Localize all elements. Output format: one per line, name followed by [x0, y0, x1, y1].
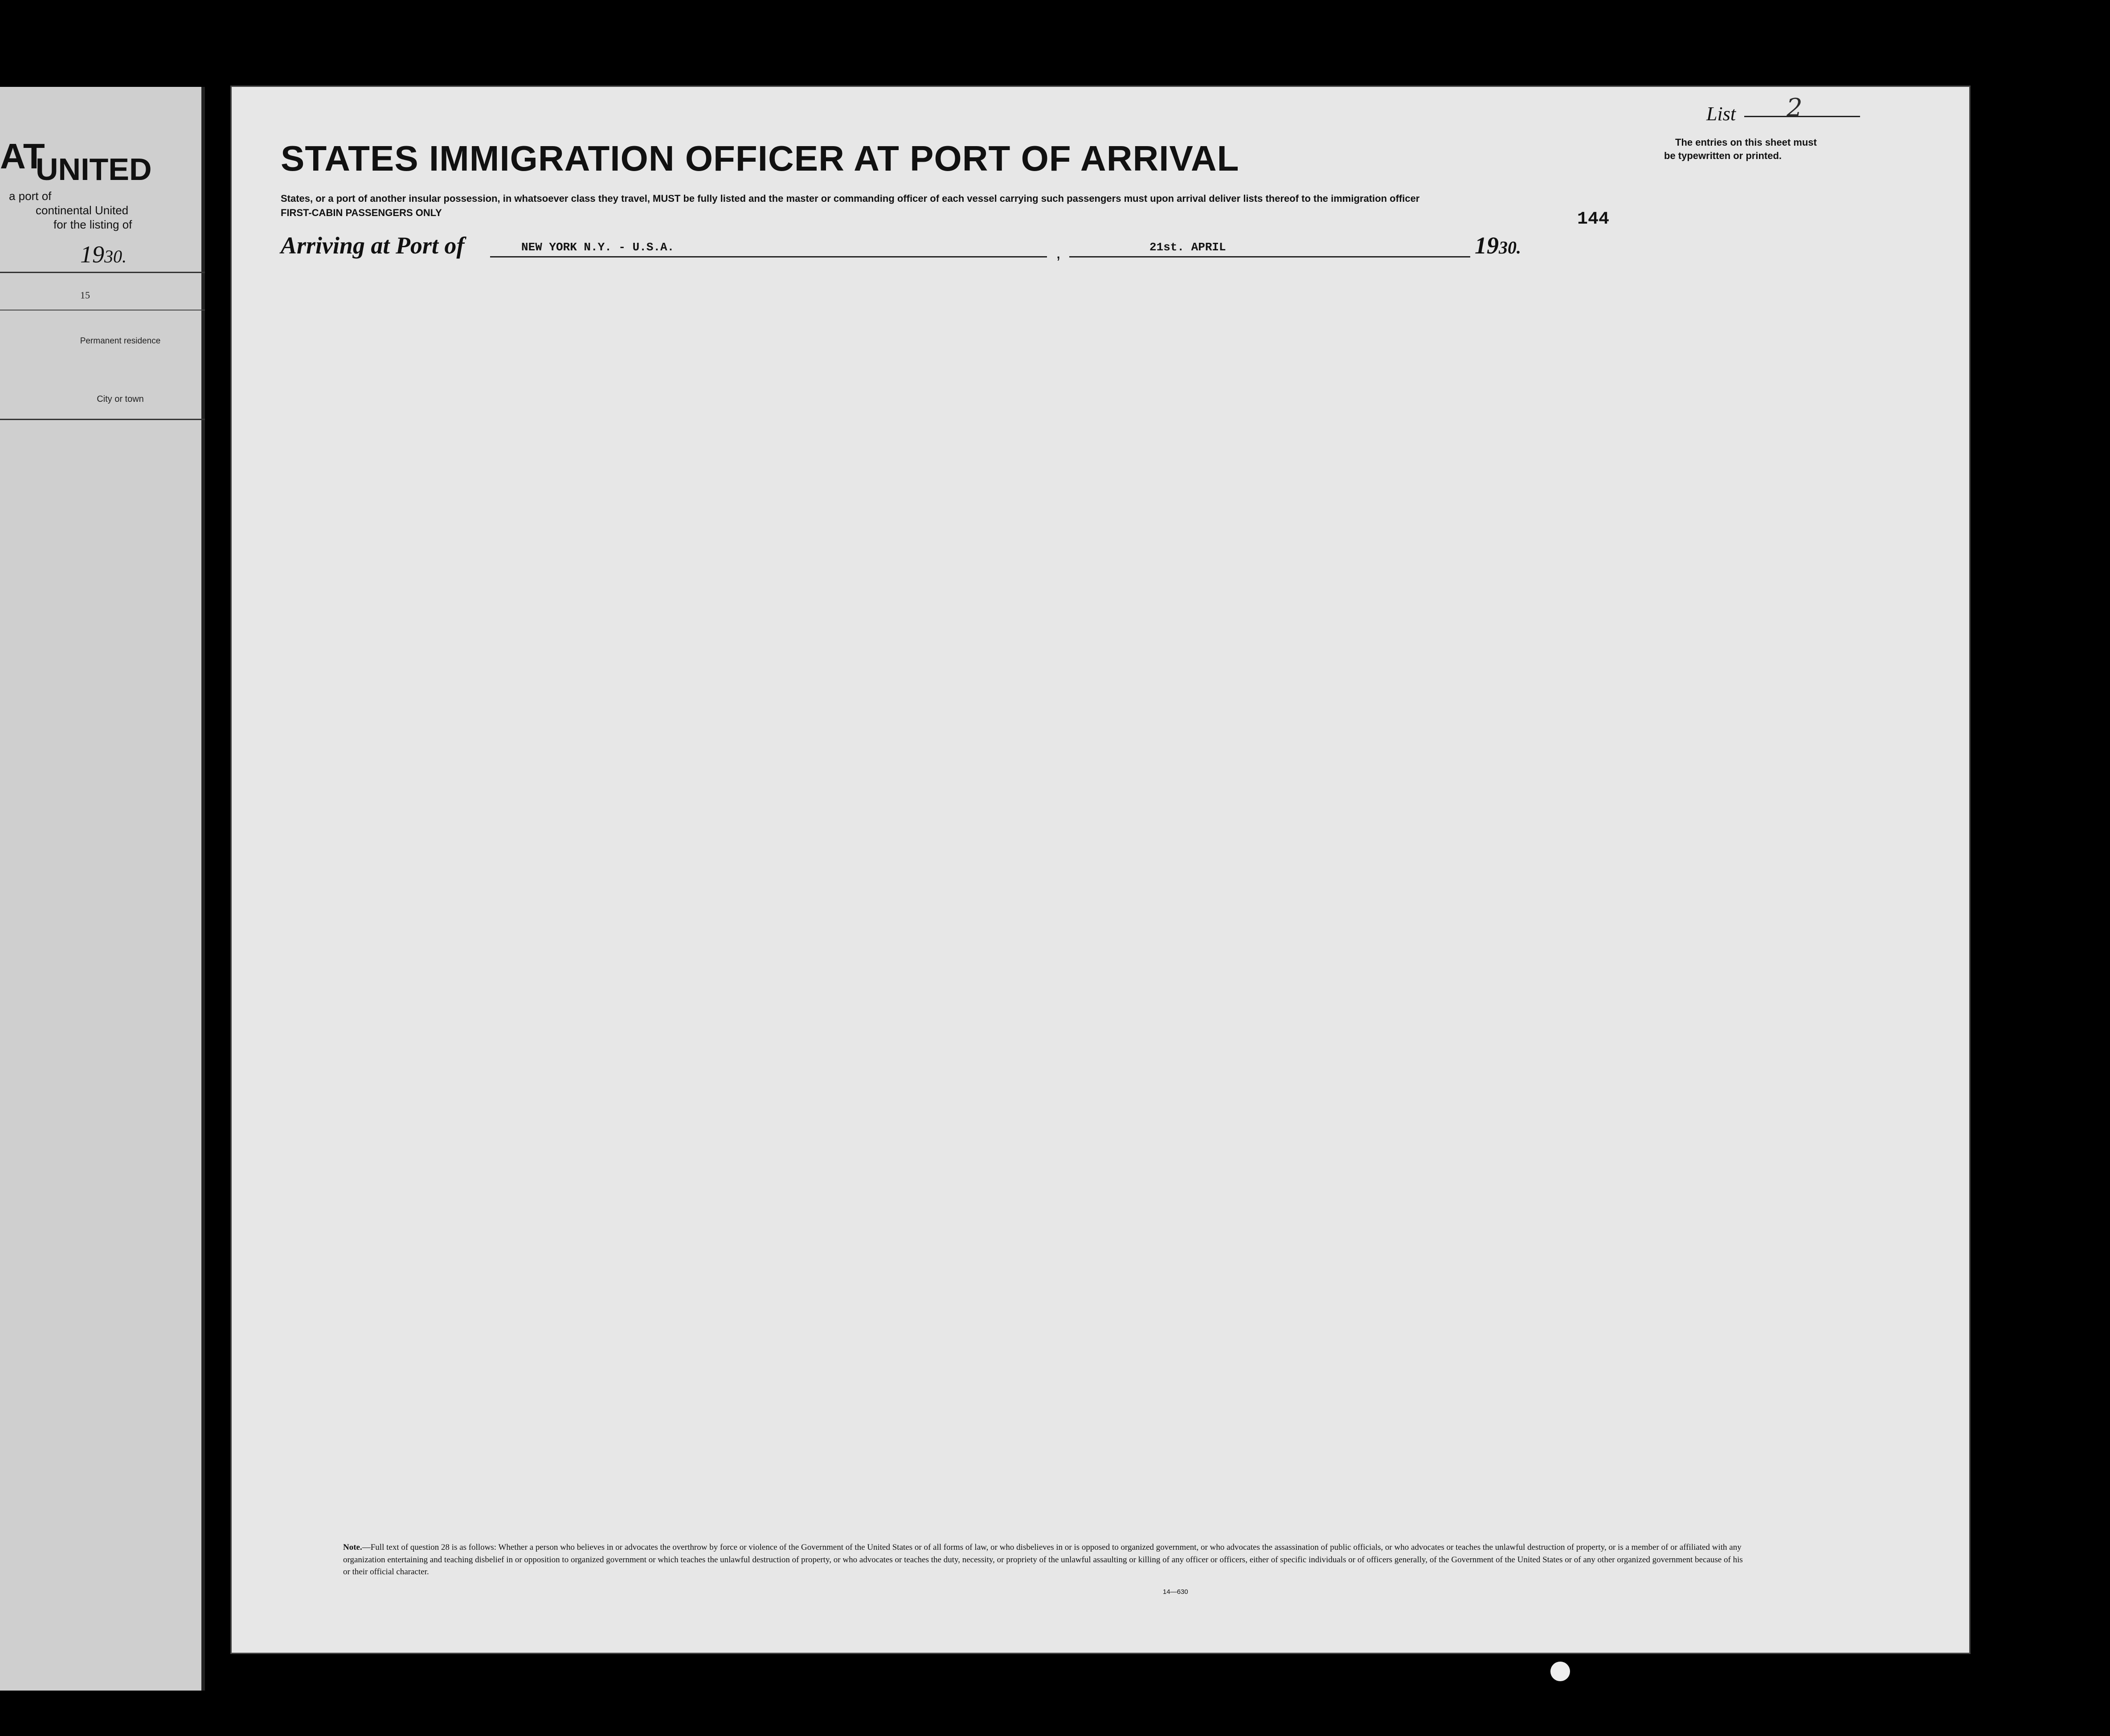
left-year: 1930.: [80, 241, 127, 268]
scan-dot: [1550, 1662, 1570, 1681]
cabin-class: FIRST-CABIN PASSENGERS ONLY: [281, 207, 442, 218]
left-line-2: continental United: [36, 204, 129, 217]
entries-note-2: be typewritten or printed.: [1664, 150, 1782, 161]
previous-page-fragment: [0, 87, 205, 1691]
arriving-label: Arriving at Port of: [281, 232, 465, 259]
form-number: 14—630: [1163, 1588, 1188, 1596]
question-28-note: Note.—Full text of question 28 is as follows: Whether a person who believes in or advocates the overthrow by force or violence of the Government of the United States or of all forms of law, or who disbelieves in or is opposed to organized government, or who advocates the assassination of public officials, or who advocates or teaches the unlawful destruction of property, or is a member of or affiliated with any organization entertaining and teaching disbelief in or opposition to organized government or which teaches the unlawful destruction of property, or who advocates or teaches the duty, necessity, or propriety of the unlawful assaulting or killing of any officer or officers, either of specific individuals or of officers generally, of the Government of the United States or of any other organized government because of his or their official character.: [343, 1543, 1743, 1577]
left-line-3: for the listing of: [53, 218, 132, 231]
left-title-united: UNITED: [36, 152, 152, 187]
date-value: 21st. APRIL: [1149, 241, 1226, 254]
left-city-header: City or town: [97, 394, 144, 404]
left-column-number: 15: [80, 290, 90, 301]
port-value: NEW YORK N.Y. - U.S.A.: [521, 241, 675, 254]
left-title-fragment: AT: [0, 136, 45, 176]
table-grid: [232, 87, 1969, 1653]
year-label: 1930.: [1475, 232, 1521, 259]
list-label: List: [1706, 103, 1736, 125]
manifest-sheet: List 2 The entries on this sheet must be typewritten or printed. STATES IMMIGRATION OFFICER AT PORT OF ARRIVAL States, or a port of another insular possession, in whatsoever class they travel, MUST be fully listed and the master or commanding officer of each vessel carrying such passengers must upon arrival deliver lists thereof to the immigration officer FIRST-CABIN PASSENGERS ONLY 144 Arriving at Port of NEW YORK N.Y. - U.S.A. , 21st. APRIL 1930. Note.—Full text of question 28 is as follows: Whether a person who believes in or advocates the overthrow by force or violence of the Government of the United States or of all forms of law, or who disbelieves in or is opposed to organized government, or who advocates the assassination of public officials, or who advocates or teaches the unlawful destruction of property, or is a member of or affiliated with any organization entertaining and teaching disbelief in or opposition to organized government or which teaches the unlawful destruction of property, or who advocates or teaches the duty, necessity, or propriety of the unlawful assaulting or killing of any officer or officers, either of specific individuals or of officers generally, of the Government of the United States or of any other organized government because of his or their official character. 14—630: [232, 87, 1969, 1653]
entries-note-1: The entries on this sheet must: [1675, 137, 1817, 148]
left-line-1: a port of: [9, 189, 52, 203]
list-number: 2: [1787, 94, 1803, 123]
left-residence-header: Permanent residence: [80, 336, 161, 346]
page-number: 144: [1577, 209, 1610, 229]
instruction-text: States, or a port of another insular possession, in whatsoever class they travel, MUST be fully listed and the master or commanding officer of each vessel carrying such passengers must upon arrival deliver lists thereof to the immigration officer: [281, 193, 1420, 204]
page-title: STATES IMMIGRATION OFFICER AT PORT OF ARRIVAL: [281, 139, 1239, 178]
